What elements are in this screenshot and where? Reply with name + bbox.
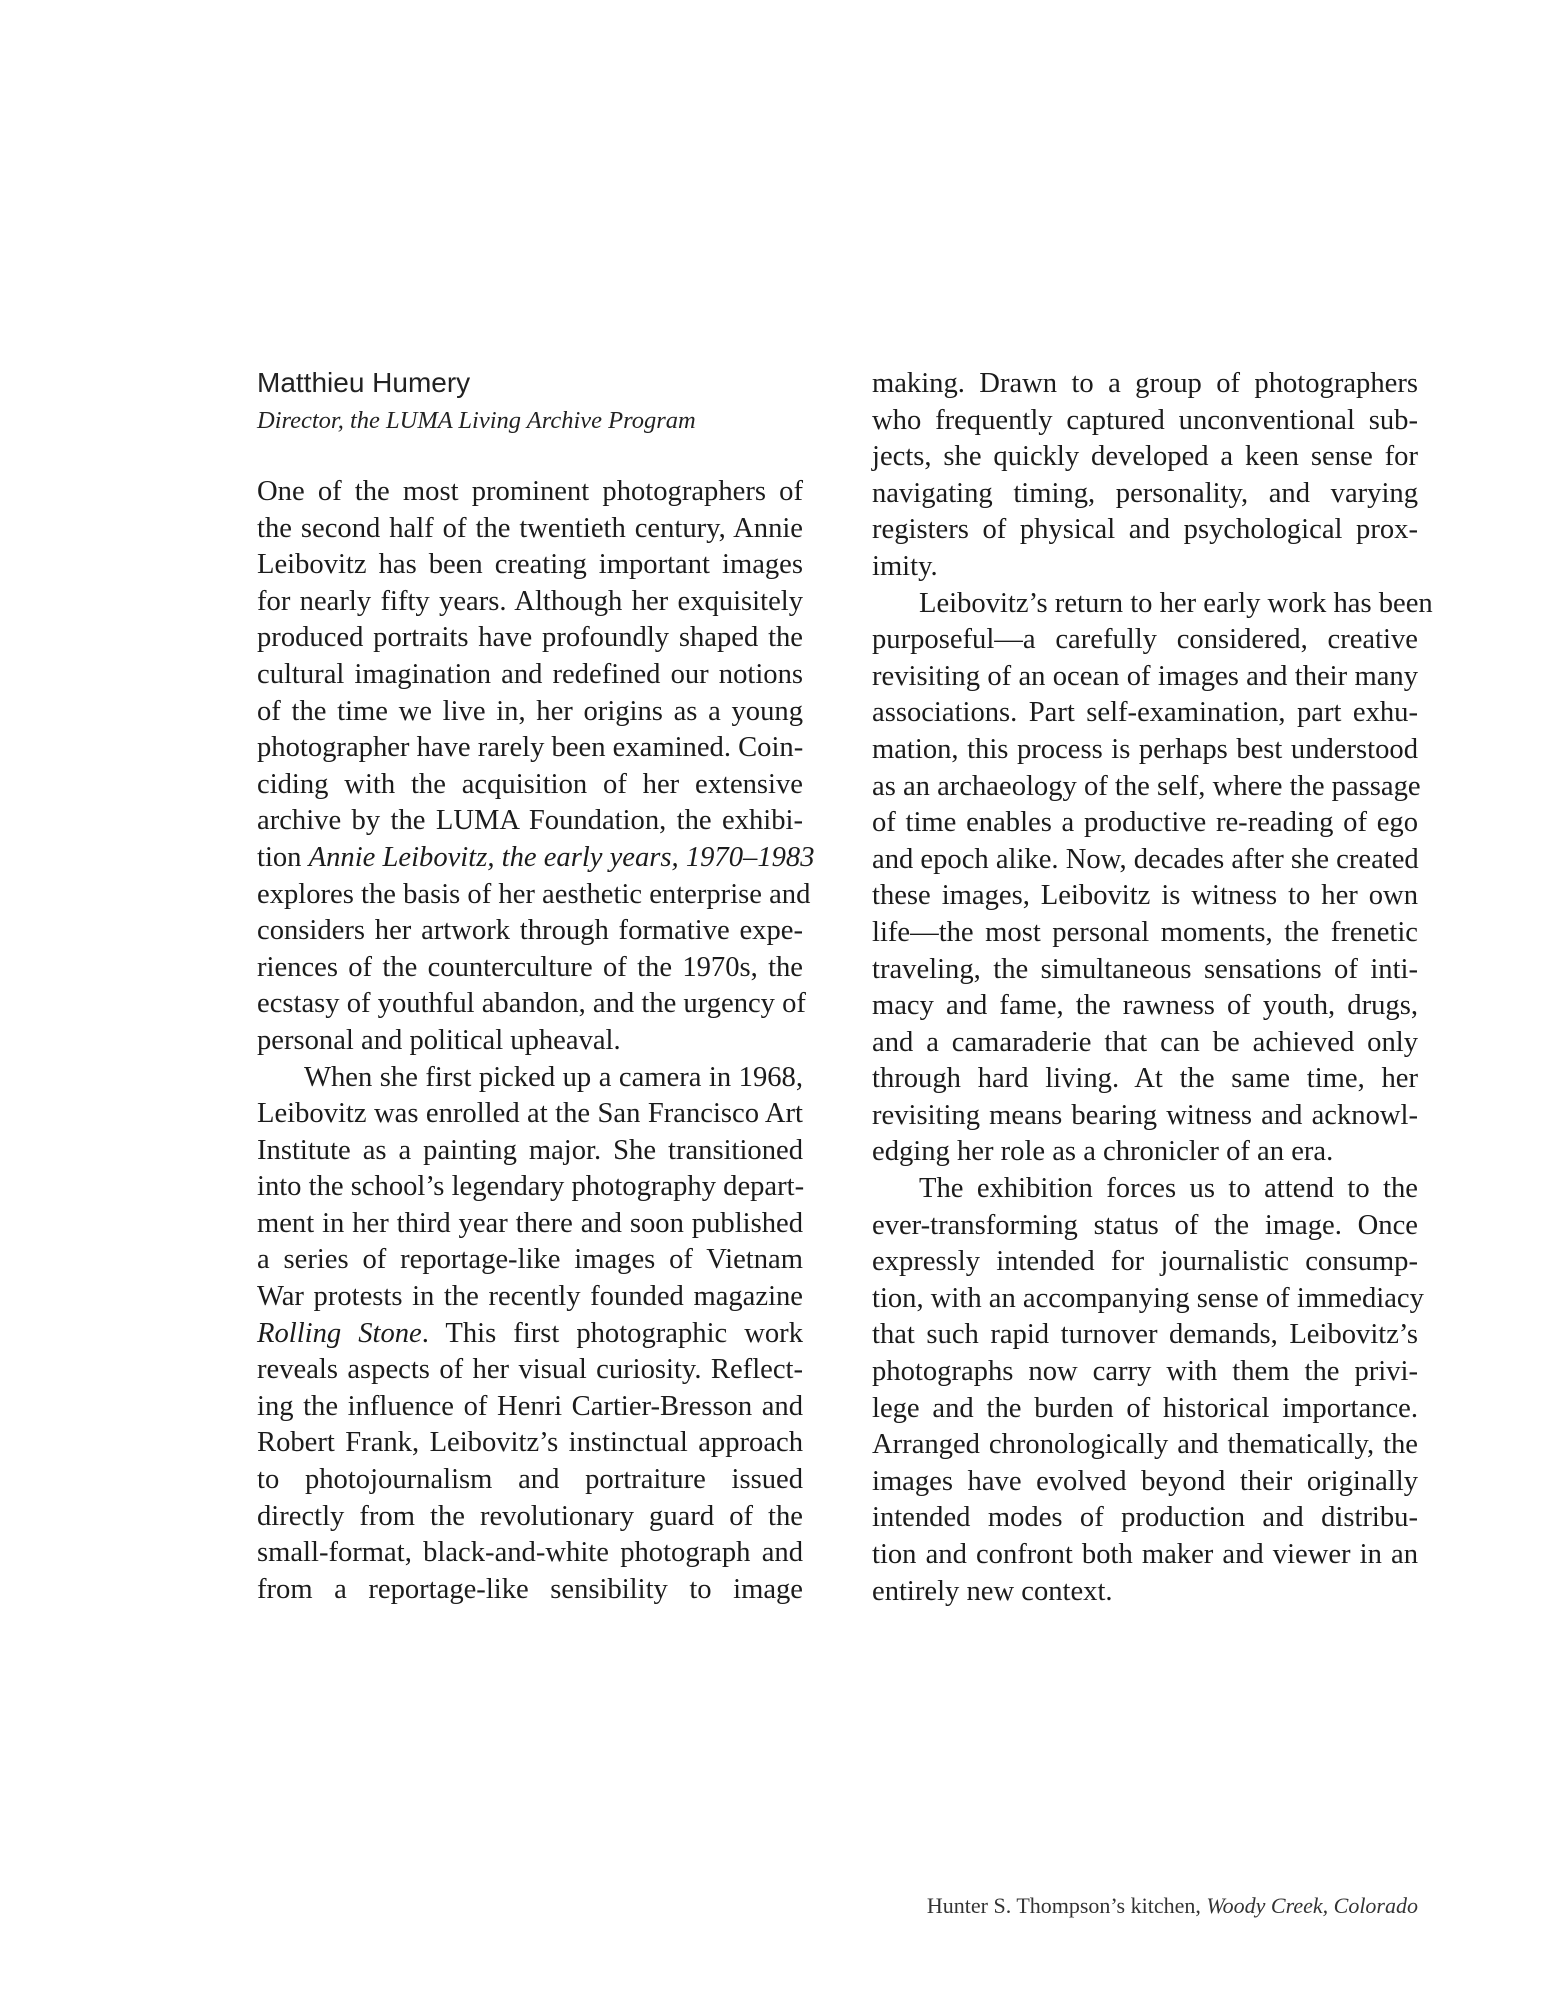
text-line: images have evolved beyond their originally (872, 1465, 1418, 1497)
text-line: as an archaeology of the self, where the passage (872, 770, 1421, 802)
paragraph (872, 586, 1433, 1172)
text-line: cultural imagination and redefined our notions (257, 658, 803, 690)
text-line: War protests in the recently founded magazine (257, 1281, 803, 1313)
text-line (257, 1316, 803, 1353)
text-line: ciding with the acquisition of her extensive (257, 768, 803, 800)
text-line: these images, Leibovitz is witness to her own (872, 880, 1418, 912)
text-column-right (872, 366, 1433, 1610)
text-line: revisiting means bearing witness and acknowl- (872, 1099, 1418, 1131)
text-line: Arranged chronologically and thematically, the (872, 1429, 1418, 1461)
text-line: for nearly fifty years. Although her exquisitely (257, 585, 803, 617)
text-line: macy and fame, the rawness of youth, drugs, (872, 990, 1418, 1022)
text-line: Leibovitz’s return to her early work has been (919, 587, 1433, 619)
text-line: expressly intended for journalistic consump- (872, 1246, 1418, 1278)
text-line: small-format, black-and-white photograph and (257, 1537, 803, 1569)
text-column-left (257, 474, 815, 1608)
text-line: ment in her third year there and soon published (257, 1207, 803, 1239)
author-name: Matthieu Humery (257, 367, 471, 398)
text-line: from a reportage-like sensibility to image (257, 1573, 803, 1605)
text-line: Leibovitz was enrolled at the San Francisco Art (257, 1098, 803, 1130)
text-line: life—the most personal moments, the frenetic (872, 916, 1418, 948)
text-line: registers of physical and psychological prox- (872, 514, 1418, 546)
text-line: revisiting of an ocean of images and their many (872, 660, 1418, 692)
text-line: and epoch alike. Now, decades after she created (872, 843, 1419, 875)
text-line: a series of reportage-like images of Vietnam (257, 1244, 803, 1276)
text-line: ever-transforming status of the image. Once (872, 1209, 1418, 1241)
text-line: the second half of the twentieth century, Annie (257, 512, 803, 544)
caption-text: Hunter S. Thompson’s kitchen, (926, 1893, 1207, 1918)
caption-place: Woody Creek, Colorado (1206, 1893, 1418, 1918)
text-line: Robert Frank, Leibovitz’s instinctual approach (257, 1427, 803, 1459)
paragraph (257, 474, 815, 1060)
text-line: When she first picked up a camera in 1968, (304, 1061, 803, 1093)
text-line: lege and the burden of historical importance. (872, 1392, 1418, 1424)
text-line: riences of the counterculture of the 1970s, the (257, 951, 803, 983)
text-line: making. Drawn to a group of photographers (872, 368, 1418, 399)
text-line: who frequently captured unconventional sub- (872, 404, 1418, 436)
text-line: to photojournalism and portraiture issued (257, 1464, 803, 1496)
text-line: that such rapid turnover demands, Leibovitz’s (872, 1319, 1418, 1351)
text-line: reveals aspects of her visual curiosity. Reflect- (257, 1354, 803, 1386)
text-line: intended modes of production and distribu- (872, 1502, 1418, 1534)
text-line: ecstasy of youthful abandon, and the urgency of (257, 988, 806, 1020)
paragraph (872, 366, 1418, 586)
text-line: explores the basis of her aesthetic enterprise and (257, 878, 811, 910)
text-line: mation, this process is perhaps best understood (872, 733, 1418, 765)
text-line (257, 840, 815, 877)
italic-title: Annie Leibovitz, the early years, 1970–1983 (308, 841, 815, 873)
text-line: jects, she quickly developed a keen sense for (872, 441, 1418, 473)
text-line: of time enables a productive re-reading of ego (872, 807, 1418, 839)
italic-title: Rolling Stone (257, 1317, 422, 1349)
text-line: into the school’s legendary photography depart- (257, 1171, 805, 1203)
text-segment: tion (257, 841, 309, 873)
text-line: Leibovitz has been creating important images (257, 549, 803, 581)
paragraph (257, 1060, 803, 1609)
text-line: through hard living. At the same time, her (872, 1063, 1418, 1095)
text-line: personal and political upheaval. (257, 1024, 621, 1056)
text-line: archive by the LUMA Foundation, the exhibi- (257, 805, 803, 837)
text-line: of the time we live in, her origins as a young (257, 695, 803, 727)
text-line: edging her role as a chronicler of an era. (872, 1136, 1334, 1168)
text-line: photographs now carry with them the privi- (872, 1356, 1418, 1388)
text-line: considers her artwork through formative expe- (257, 915, 803, 947)
text-line: The exhibition forces us to attend to the (919, 1173, 1418, 1205)
text-line: One of the most prominent photographers of (257, 476, 803, 507)
text-line: navigating timing, personality, and varying (872, 477, 1418, 509)
author-role: Director, the LUMA Living Archive Program (257, 407, 696, 434)
text-line: associations. Part self-examination, part exhu- (872, 697, 1418, 729)
text-segment: . This first photographic work (421, 1317, 803, 1349)
text-line: tion, with an accompanying sense of immediacy (872, 1282, 1424, 1314)
text-line: photographer have rarely been examined. Coin- (257, 732, 804, 764)
text-line: entirely new context. (872, 1575, 1113, 1607)
text-line: directly from the revolutionary guard of the (257, 1500, 803, 1532)
text-line: Institute as a painting major. She transitioned (257, 1134, 803, 1166)
text-line: ing the influence of Henri Cartier-Bresson and (257, 1390, 803, 1422)
text-line: produced portraits have profoundly shaped the (257, 622, 803, 654)
text-line: imity. (872, 550, 938, 582)
paragraph (872, 1171, 1424, 1610)
text-line: purposeful—a carefully considered, creative (872, 624, 1418, 656)
text-line: traveling, the simultaneous sensations of inti- (872, 953, 1418, 985)
text-line: tion and confront both maker and viewer in an (872, 1539, 1418, 1570)
photo-caption (927, 1893, 1418, 1919)
text-line: and a camaraderie that can be achieved only (872, 1026, 1418, 1058)
